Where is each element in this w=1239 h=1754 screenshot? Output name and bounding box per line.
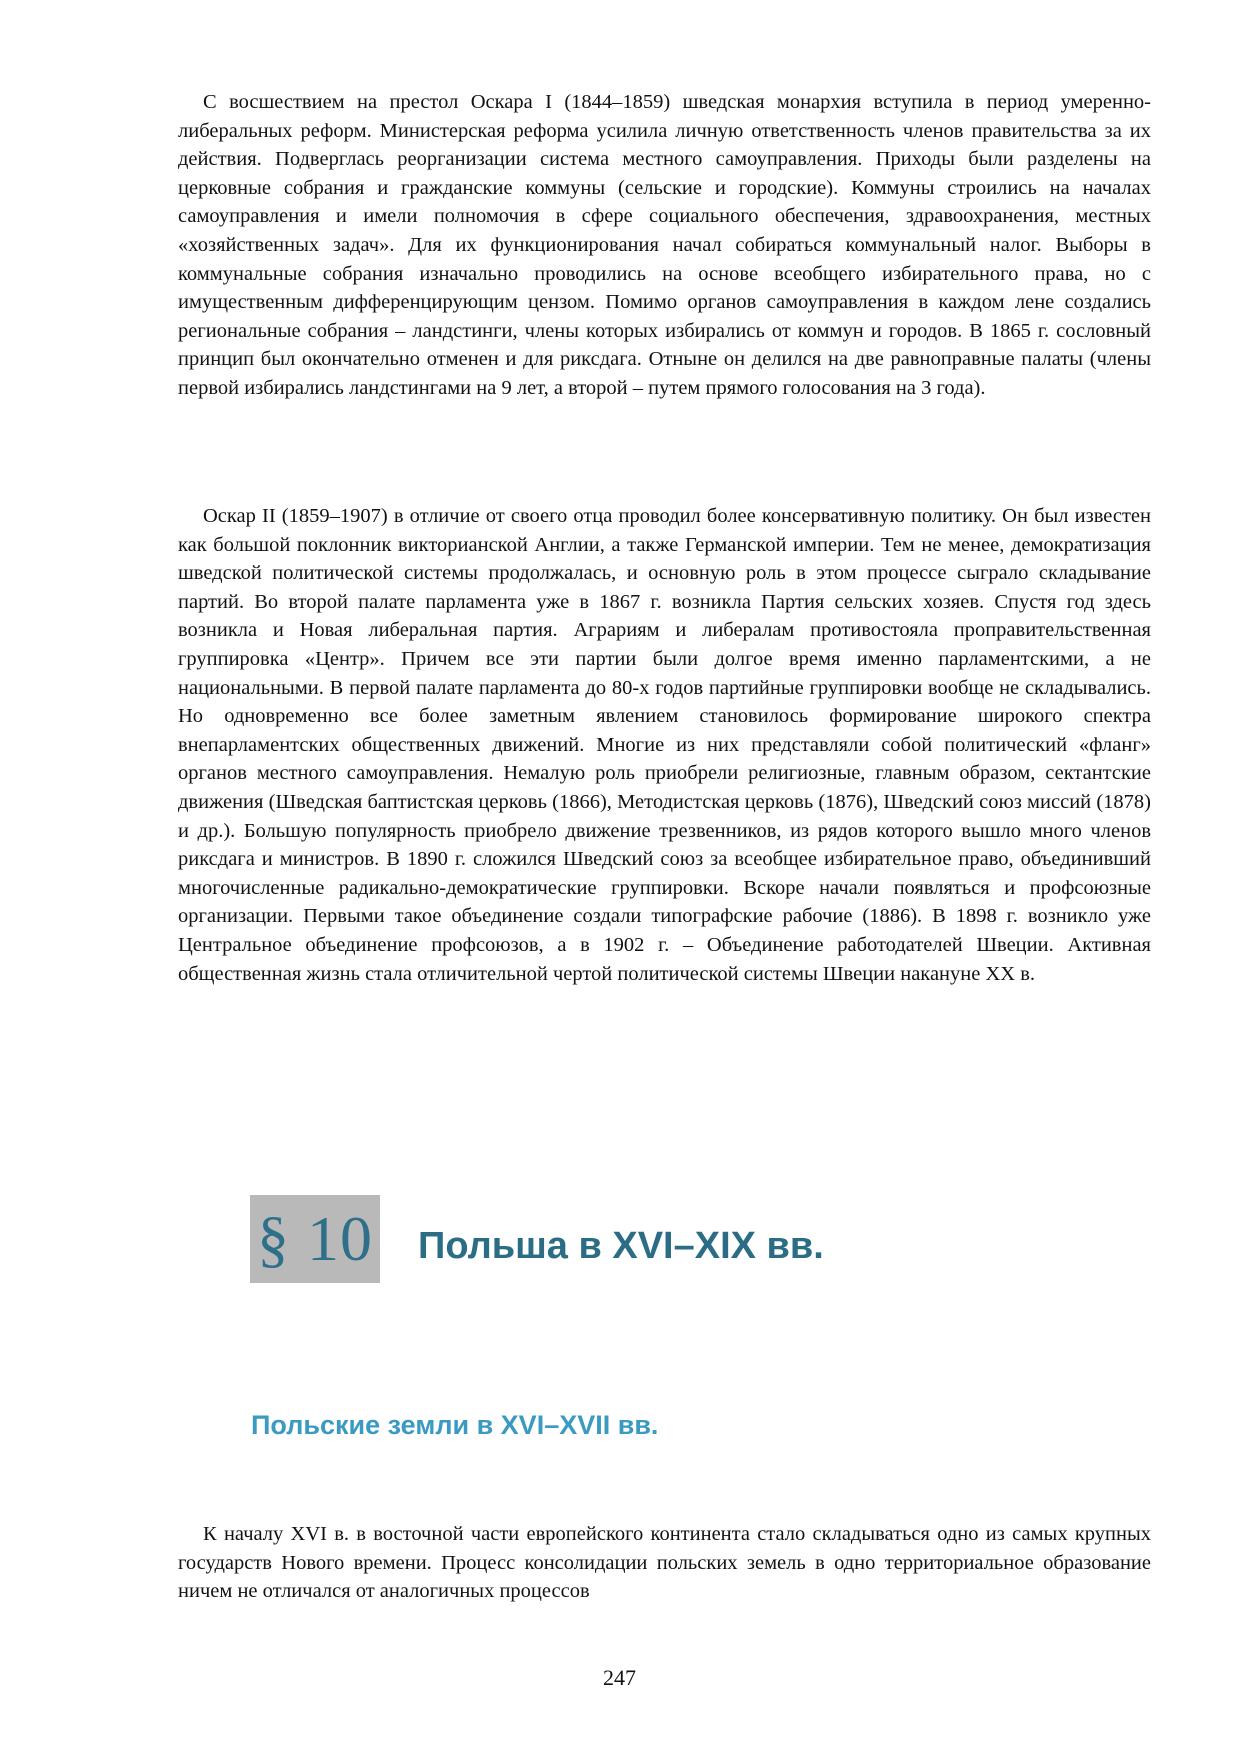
paragraph-polish-lands: К началу XVI в. в восточной части европейского континента стало складываться одно из самых крупных государств Нового времени. Процесс консолидации польских земель в одно территориальное образование ничем не отличался от аналогичных процессов <box>178 1523 1151 1603</box>
body-text-block <box>178 502 1151 988</box>
section-number-badge: § 10 <box>250 1195 380 1283</box>
paragraph-oscar-ii: Оскар II (1859–1907) в отличие от своего отца проводил более консервативную политику. Он был известен как большой поклонник викторианской Англии, а также Германской империи. Тем не менее, демократизация шведской политической системы продолжалась, и основную роль в этом процессе сыграло складывание партий. Во второй палате парламента уже в 1867 г. возникла Партия сельских хозяев. Спустя год здесь возникла и Новая либеральная партия. Аграриям и либералам противостояла проправительственная группировка «Центр». Причем все эти партии были долгое время именно парламентскими, а не национальными. В первой палате парламента до 80-х годов партийные группировки вообще не складывались. Но одновременно все более заметным явлением становилось формирование широкого спектра внепарламентских общественных движений. Многие из них представляли собой политический «фланг» органов местного самоуправления. Немалую роль приобрели религиозные, главным образом, сектантские движения (Шведская баптистская церковь (1866), Методистская церковь (1876), Шведский союз миссий (1878) и др.). Большую популярность приобрело движение трезвенников, из рядов которого вышло много членов риксдага и министров. В 1890 г. сложился Шведский союз за всеобщее избирательное право, объединивший многочисленные радикально-демократические группировки. Вскоре начали появляться и профсоюзные организации. Первыми такое объединение создали типографские рабочие (1886). В 1898 г. возникло уже Центральное объединение профсоюзов, а в 1902 г. – Объединение работодателей Швеции. Активная общественная жизнь стала отличительной чертой политической системы Швеции накануне XX в. <box>178 505 1151 985</box>
subsection-title: Польские земли в XVI–XVII вв. <box>251 1410 659 1440</box>
paragraph-oscar-i: С восшествием на престол Оскара I (1844–1859) шведская монархия вступила в период умеренно-либеральных реформ. Министерская реформа усилила личную ответственность членов правительства за их действия. Подверглась реорганизации система местного самоуправления. Приходы были разделены на церковные собрания и гражданские коммуны (сельские и городские). Коммуны строились на началах самоуправления и имели полномочия в сфере социального обеспечения, здравоохранения, местных «хозяйственных задач». Для их функционирования начал собираться коммунальный налог. Выборы в коммунальные собрания изначально проводились на основе всеобщего избирательного права, но с имущественным дифференцирующим цензом. Помимо органов самоуправления в каждом лене создались региональные собрания – ландстинги, члены которых избирались от коммун и городов. В 1865 г. сословный принцип был окончательно отменен и для риксдага. Отныне он делился на две равноправные палаты (члены первой избирались ландстингами на 9 лет, а второй – путем прямого голосования на 3 года). <box>178 91 1151 399</box>
body-text-block <box>178 1520 1151 1606</box>
page-number: 247 <box>603 1665 636 1690</box>
body-text-block <box>178 88 1151 403</box>
section-heading <box>250 1195 824 1283</box>
section-title: Польша в XVI–XIX вв. <box>418 1224 824 1267</box>
